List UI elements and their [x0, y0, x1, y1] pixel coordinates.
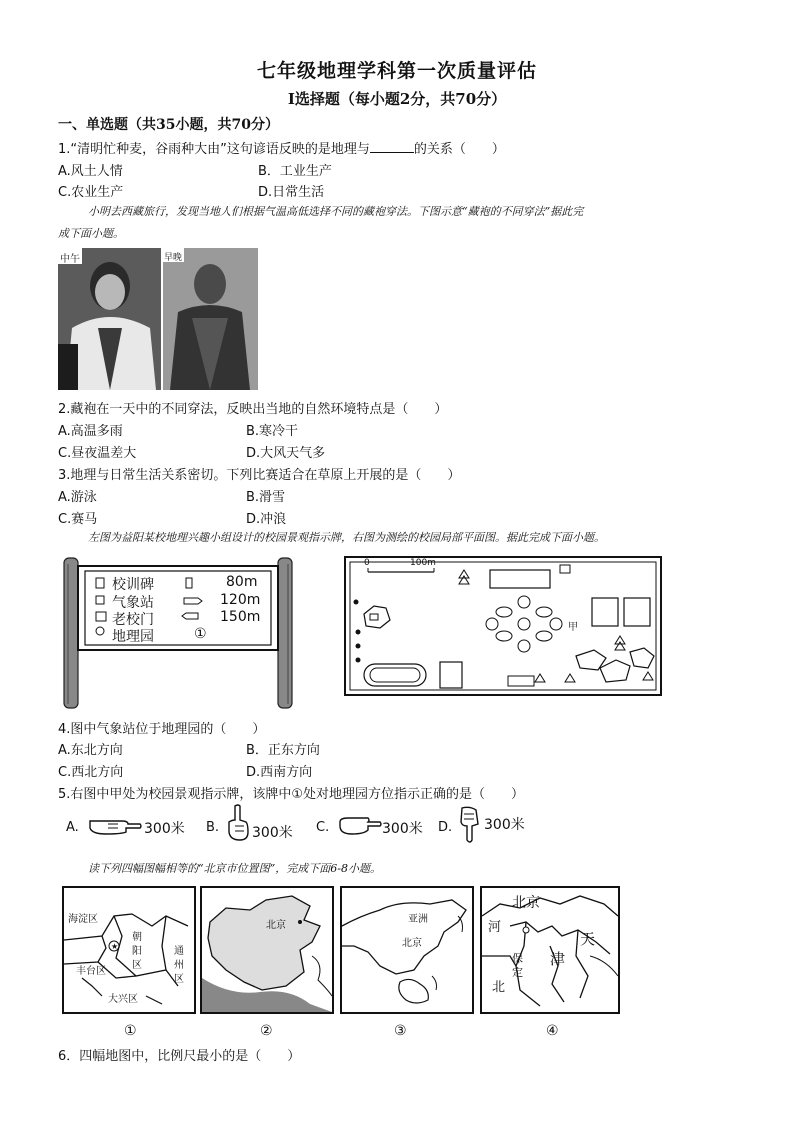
map4-he: 河 — [488, 920, 502, 935]
q3-option-d: D.冲浪 — [246, 512, 287, 527]
map1-chao: 朝 — [132, 932, 142, 943]
map1-zhou: 州 — [174, 960, 184, 971]
map4-jin: 津 — [550, 950, 566, 968]
answer-blank — [370, 140, 414, 153]
map1-haidian: 海淀区 — [68, 914, 98, 925]
intro-beijing-maps: 读下列四幅图幅相等的“北京市位置图”，完成下面6-8小题。 — [88, 862, 381, 875]
map1-tong: 通 — [174, 946, 184, 957]
map4-ding: 定 — [512, 966, 523, 979]
exam-title: 七年级地理学科第一次质量评估 — [256, 60, 537, 82]
question-1-stem — [58, 138, 505, 157]
q5-option-a-dist: 300米 — [144, 821, 185, 837]
question-1-stem-a: 1.“清明忙种麦，谷雨种大由”这句谚语反映的是地理与 — [58, 142, 370, 157]
q1-option-c: C.农业生产 — [58, 185, 124, 200]
question-5-stem: 5.右图中甲处为校园景观指示牌，该牌中①处对地理园方位指示正确的是（ ） — [58, 787, 525, 802]
hand-pointing-up-icon — [226, 804, 250, 846]
intro-campus-sign: 左图为益阳某校地理兴趣小组设计的校园景观指示牌，右图为测绘的校园局部平面图。据此完成下面小题。 — [88, 531, 605, 544]
q5-option-b-letter: B. — [206, 820, 220, 835]
svg-text:★: ★ — [111, 942, 119, 951]
q4-option-a: A.东北方向 — [58, 743, 123, 758]
photo-label-morning-evening: 早晚 — [164, 253, 183, 263]
campus-plan-map — [344, 556, 662, 696]
question-6-stem: 6．四幅地图中，比例尺最小的是（ ） — [58, 1049, 301, 1064]
photo-label-noon: 中午 — [60, 254, 80, 265]
map4-beijing: 北京 — [512, 895, 540, 911]
map3-beijing: 北京 — [402, 938, 422, 949]
q5-option-d-letter: D. — [438, 820, 453, 835]
sign-row-1-name: 校训碑 — [112, 577, 154, 593]
question-3-stem: 3.地理与日常生活关系密切。下列比赛适合在草原上开展的是（ ） — [58, 468, 461, 483]
sign-row-1-dist: 80m — [226, 574, 258, 590]
map1-qu: 区 — [132, 960, 142, 971]
q5-options-row — [66, 810, 546, 846]
scale-zero-label: 0 — [364, 558, 370, 568]
q5-option-a-letter: A. — [66, 820, 79, 835]
hand-pointing-down-icon — [458, 806, 480, 848]
exam-subtitle: Ⅰ选择题（每小题2分，共70分） — [287, 90, 507, 108]
sign-row-4-name: 地理园 — [112, 629, 154, 645]
map-china — [200, 886, 334, 1014]
map1-qu2: 区 — [174, 974, 184, 985]
intro-tibetan-robe-2: 成下面小题。 — [58, 227, 124, 240]
map-jingjinji — [480, 886, 620, 1014]
q1-option-b: B．工业生产 — [258, 164, 332, 179]
question-4-stem: 4.图中气象站位于地理园的（ ） — [58, 722, 266, 737]
tibetan-robe-photo — [58, 248, 258, 390]
q5-option-d-dist: 300米 — [484, 817, 525, 833]
map-caption-1: ① — [124, 1023, 137, 1039]
q5-option-b-dist: 300米 — [252, 825, 293, 841]
sign-row-3-dist: 150m — [220, 609, 261, 625]
q2-option-a: A.高温多雨 — [58, 424, 123, 439]
q3-option-c: C.赛马 — [58, 512, 98, 527]
section-heading: 一、单选题（共35小题，共70分） — [58, 117, 279, 133]
intro-tibetan-robe: 小明去西藏旅行，发现当地人们根据气温高低选择不同的藏袍穿法。下图示意“藏袍的不同穿法”据此完 — [88, 205, 584, 218]
map1-yang: 阳 — [132, 946, 142, 957]
hand-pointing-right-icon — [88, 814, 142, 840]
scale-100m-label: 100m — [410, 558, 436, 568]
map-beijing-districts — [62, 886, 196, 1014]
q4-option-c: C.西北方向 — [58, 765, 124, 780]
campus-signboard — [58, 554, 298, 710]
question-1-stem-b: 的关系（ ） — [413, 142, 505, 157]
sign-row-2-dist: 120m — [220, 592, 261, 608]
map-asia — [340, 886, 474, 1014]
map-caption-4: ④ — [546, 1023, 559, 1039]
q1-option-a: A.风土人情 — [58, 164, 123, 179]
q2-option-b: B.寒冷干 — [246, 424, 299, 439]
map1-fengtai: 丰台区 — [76, 966, 106, 977]
map4-bei: 北 — [492, 980, 506, 995]
q3-option-b: B.滑雪 — [246, 490, 286, 505]
sign-row-3-name: 老校门 — [112, 612, 154, 628]
q2-option-c: C.昼夜温差大 — [58, 446, 137, 461]
q5-option-c-dist: 300米 — [382, 821, 423, 837]
question-2-stem: 2.藏袍在一天中的不同穿法，反映出当地的自然环境特点是（ ） — [58, 402, 448, 417]
map2-beijing: 北京 — [266, 920, 286, 931]
q2-option-d: D.大风天气多 — [246, 446, 326, 461]
marker-jia: 甲 — [568, 622, 578, 633]
map-caption-3: ③ — [394, 1023, 407, 1039]
sign-row-2-name: 气象站 — [112, 595, 154, 611]
q4-option-b: B．正东方向 — [246, 743, 320, 758]
q4-option-d: D.西南方向 — [246, 765, 313, 780]
hand-pointing-right-icon — [338, 814, 382, 840]
map4-tian: 天 — [580, 930, 596, 948]
sign-row-4-dist: ① — [194, 626, 207, 642]
map-caption-2: ② — [260, 1023, 273, 1039]
map3-asia: 亚洲 — [408, 914, 428, 925]
q3-option-a: A.游泳 — [58, 490, 97, 505]
map4-bao: 保 — [512, 952, 523, 965]
q5-option-c-letter: C. — [316, 820, 330, 835]
map1-daxing: 大兴区 — [108, 994, 138, 1005]
q1-option-d: D.日常生活 — [258, 185, 325, 200]
